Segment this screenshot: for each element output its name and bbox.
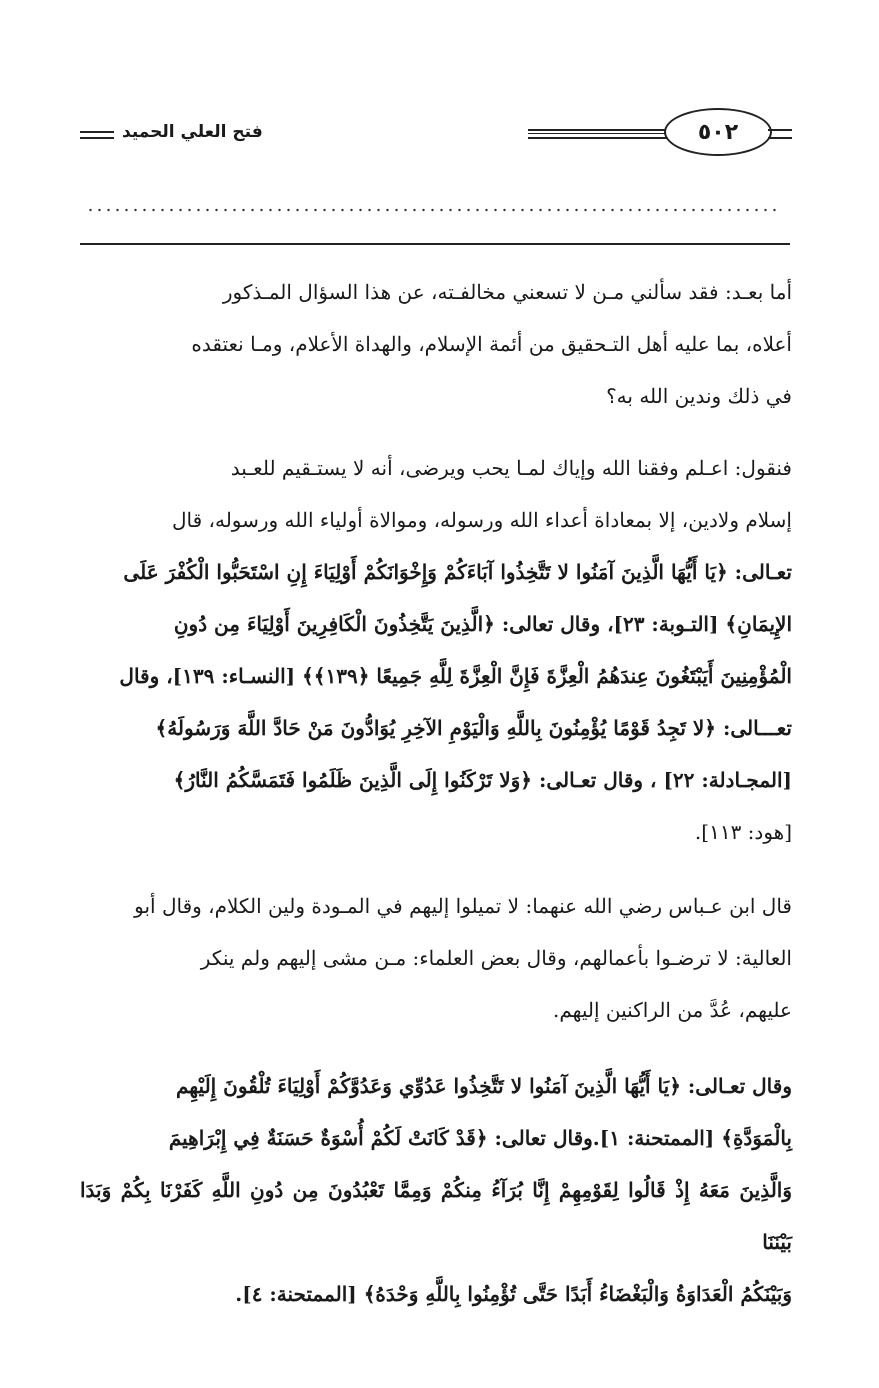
text-line: بِالْمَوَدَّةِ﴾ [الممتحنة: ١].وقال تعالى: ﴿قَدْ كَانَتْ لَكُمْ أُسْوَةٌ حَسَنَةٌ فِي إِبْرَاهِيمَ [168,1126,792,1150]
text-line: الإِيمَانِ﴾ [التـوبة: ٢٣]، وقال تعالى: ﴿الَّذِينَ يَتَّخِذُونَ الْكَافِرِينَ أَوْلِيَاءَ مِن دُونِ [173,612,792,636]
text-line: تعـــالى: ﴿لا تَجِدُ قَوْمًا يُؤْمِنُونَ بِاللَّهِ وَالْيَوْمِ الآخِرِ يُوَادُّونَ مَنْ حَادَّ اللَّهَ وَرَسُولَهُ﴾ [155,716,792,740]
text-line: الْمُؤْمِنِينَ أَيَبْتَغُونَ عِندَهُمُ الْعِزَّةَ فَإِنَّ الْعِزَّةَ لِلَّهِ جَمِيعًا ﴿١٣٩﴾﴾ [النسـاء: ١٣٩]، وقال [119,664,792,688]
text-line: وقال تعـالى: ﴿يَا أَيُّهَا الَّذِينَ آمَنُوا لا تَتَّخِذُوا عَدُوِّي وَعَدُوَّكُمْ أَوْلِيَاءَ تُلْقُونَ إِلَيْهِم [176,1074,792,1098]
text-line: فنقول: اعـلم وفقنا الله وإياك لمـا يحب ويرضى، أنه لا يستـقيم للعـبد [230,456,792,480]
text-line: إسلام ولادين، إلا بمعاداة أعداء الله ورسوله، وموالاة أولياء الله ورسوله، قال [171,508,792,532]
paragraph-intro [80,266,792,422]
dotted-separator [86,204,782,216]
header-tail-rule [768,129,792,139]
text-line: عليهم، عُدَّ من الراكنين إليهم. [552,998,792,1022]
paragraph-mumtahana [80,1060,792,1320]
text-line: أما بعـد: فقد سألني مـن لا تسعني مخالفـته، عن هذا السؤال المـذكور [222,280,792,304]
text-line: العالية: لا ترضـوا بأعمالهم، وقال بعض العلماء: مـن مشى إليهم ولم ينكر [200,946,792,970]
page-number: ٥٠٢ [664,108,772,156]
text-line: [المجـادلة: ٢٢] ، وقال تعـالى: ﴿وَلا تَرْكَنُوا إِلَى الَّذِينَ ظَلَمُوا فَتَمَسَّكُمُ النَّارُ﴾ [173,768,792,792]
text-line: في ذلك وندين الله به؟ [606,384,792,408]
header-divider [80,243,790,245]
text-line: [هود: ١١٣]. [694,820,792,844]
page-header [80,108,792,158]
text-line: وَبَيْنَكُمُ الْعَدَاوَةُ وَالْبَغْضَاءُ أَبَدًا حَتَّى تُؤْمِنُوا بِاللَّهِ وَحْدَهُ﴾ [الممتحنة: ٤]. [235,1282,792,1306]
text-line: قال ابن عـباس رضي الله عنهما: لا تميلوا إليهم في المـودة ولين الكلام، وقال أبو [134,894,792,918]
text-line: وَالَّذِينَ مَعَهُ إِذْ قَالُوا لِقَوْمِهِمْ إِنَّا بُرَآءُ مِنكُمْ وَمِمَّا تَعْبُدُونَ مِن دُونِ اللَّهِ كَفَرْنَا بِكُمْ وَبَدَا بَيْنَنَا [80,1178,792,1254]
text-line: تعـالى: ﴿يَا أَيُّهَا الَّذِينَ آمَنُوا لا تَتَّخِذُوا آبَاءَكُمْ وَإِخْوَانَكُمْ أَوْلِيَاءَ إِنِ اسْتَحَبُّوا الْكُفْرَ عَلَى [123,560,792,584]
header-short-rule [80,131,114,139]
book-title: فتح العلي الحميد [122,122,263,142]
paragraph-answer [80,442,792,858]
paragraph-ibn-abbas [80,880,792,1036]
text-line: أعلاه، بما عليه أهل التـحقيق من أئمة الإسلام، والهداة الأعلام، ومـا نعتقده [191,332,792,356]
